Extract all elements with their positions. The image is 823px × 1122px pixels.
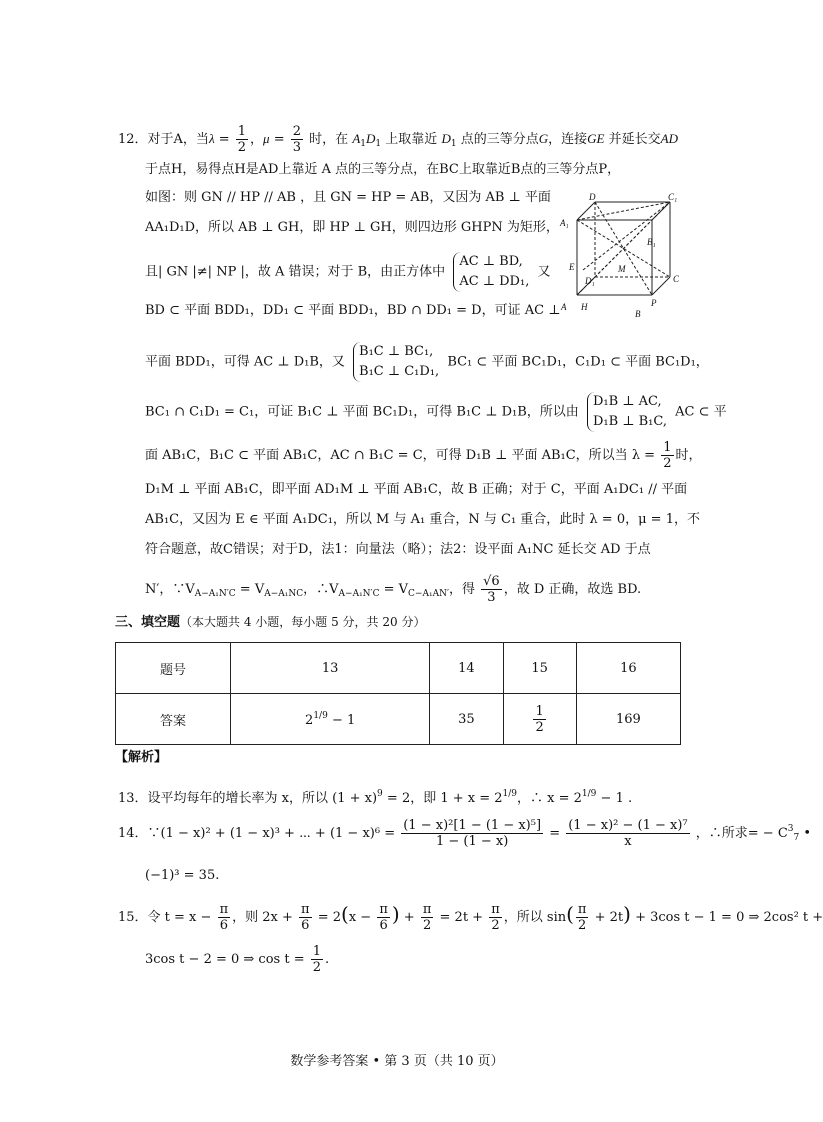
label-D: D: [589, 192, 596, 202]
lambda-half-fraction: $\frac{1}{2}$: [663, 440, 672, 471]
system-brace: AC ⊥ BD, AC ⊥ DD₁,: [453, 252, 529, 292]
q14-fraction-1: $\frac{\text{(1 − x)²[1 − (1 − x)⁵]}}{1 - (1 - x)}$: [403, 818, 542, 849]
cube-edge: [652, 277, 670, 295]
lambda-fraction: $\frac{1}{2}$: [237, 124, 247, 155]
q12-line-4: AA₁D₁D，所以 AB ⊥ GH，即 HP ⊥ GH，则四边形 GHPN 为矩形，: [145, 220, 559, 235]
q12-line-2: 于点H，易得点H是AD上靠近 A 点的三等分点，在BC上取靠近B点的三等分点P，: [145, 162, 621, 177]
table-cell: 13: [231, 643, 430, 694]
system-brace: D₁B ⊥ AC, D₁B ⊥ B₁C,: [587, 392, 667, 432]
q15-line-2: 3cos t − 2 = 0 ⇒ cos t = $\frac{1}{2}$ .: [145, 944, 330, 975]
table-cell: 15: [503, 643, 576, 694]
section-heading: 三、填空题（本大题共 4 小题，每小题 5 分，共 20 分）: [115, 615, 426, 630]
sqrt6-over-3: $\frac{√6}{3}$: [483, 574, 500, 605]
q14-line-2: (−1)³ = 35.: [145, 868, 220, 883]
q12-line-12: 符合题意，故C错误；对于D，法1：向量法（略）；法2：设平面 A₁NC 延长交 AD 于点: [145, 542, 651, 557]
mu-fraction: $\frac{2}{3}$: [292, 124, 302, 155]
diagonal: [577, 202, 670, 220]
label-C1: C₁: [668, 192, 678, 202]
q13-line: 13．设平均每年的增长率为 x，所以 $(1 + x)^9 = 2$，即 $1 + x = 2^{1/9}$，∴ $x = 2^{1/9} - 1$ .: [118, 789, 633, 806]
label-B1: B₁: [647, 237, 656, 247]
q12-line-8: BC₁ ∩ C₁D₁ = C₁，可证 B₁C ⊥ 平面 BC₁D₁，可得 B₁C ⊥ D₁B，所以由 D₁B ⊥ AC, D₁B ⊥ B₁C, AC ⊂ 平: [145, 392, 727, 432]
table-cell: 16: [576, 643, 680, 694]
q14-line-1: 14．∵(1 − x)² + (1 − x)³ + ⋯ + (1 − x)⁶ = $\frac{\text{(1 − x)²[1 − (1 − x)⁵]}}{1 - (1 - x)}$ = $\frac{\text{(1 − x)² − (1 − x)⁷}}{x}$ ，∴所求= − $C^3_7$ •: [118, 818, 812, 849]
answer-table: [115, 642, 681, 745]
diagonal: [583, 202, 670, 270]
q12-line-1: 12．对于A，当λ = $\frac{1}{2}$ ，μ = $\frac{2}{3}$ 时，在 $A_1D_1$ 上取靠近 $D_1$ 点的三等分点G，连接GE 并延长交AD: [118, 124, 678, 155]
q12-line-9: 面 AB₁C，B₁C ⊂ 平面 AB₁C，AC ∩ B₁C = C，可得 D₁B ⊥ 平面 AB₁C，所以当 λ = $\frac{1}{2}$ 时，: [145, 440, 702, 471]
label-M: M: [618, 264, 626, 274]
label-B: B: [635, 309, 641, 319]
table-cell: $\frac{1}{2}$: [503, 694, 576, 745]
label-H: H: [581, 302, 588, 312]
label-P: P: [651, 298, 657, 308]
q12-line-13: N′，$\because V_{A-A_1N'C} = V_{A-A_1NC}$，$\therefore V_{A-A_1N'C} = V_{C-A_1AN'}$，得 $\frac{√6}{3}$ ，故 D 正确，故选 BD.: [145, 574, 642, 605]
table-cell: 14: [430, 643, 503, 694]
table-cell: 题号: [116, 643, 231, 694]
label-C: C: [673, 274, 680, 284]
cube-figure: [555, 190, 685, 320]
analysis-heading: 【解析】: [115, 750, 168, 765]
table-cell: 35: [430, 694, 503, 745]
label-A1: A₁: [560, 218, 569, 228]
page-footer: 数学参考答案 • 第 3 页（共 10 页）: [290, 1054, 504, 1069]
table-row: [116, 643, 681, 694]
q12-line-6: BD ⊂ 平面 BDD₁，DD₁ ⊂ 平面 BDD₁，BD ∩ DD₁ = D，可证 AC ⊥: [145, 303, 561, 318]
q12-line-3: 如图：则 GN // HP // AB ，且 GN = HP = AB，又因为 AB ⊥ 平面: [145, 190, 551, 205]
table-row: [116, 694, 681, 745]
q15-line-1: 15．令 t = x − $\frac{\pi}{6}$ ，则 2x + $\frac{\pi}{6}$ = 2(x − $\frac{\pi}{6}$ ) + $\frac{\pi}{2}$ = 2t + $\frac{\pi}{2}$ ，所以 sin( $\frac{\pi}{2}$ + 2t) + 3cos t − 1 = 0 ⇒ 2cos² t +: [118, 902, 823, 933]
q12-line-11: AB₁C，又因为 E ∈ 平面 A₁DC₁，所以 M 与 A₁ 重合，N 与 C₁ 重合，此时 λ = 0，μ = 1，不: [145, 512, 700, 527]
q14-fraction-2: $\frac{\text{(1 − x)² − (1 − x)⁷}}{x}$: [568, 818, 688, 849]
table-cell: 169: [576, 694, 680, 745]
q12-line-7: 平面 BDD₁，可得 AC ⊥ D₁B，又 B₁C ⊥ BC₁, B₁C ⊥ C₁D₁, BC₁ ⊂ 平面 BC₁D₁，C₁D₁ ⊂ 平面 BC₁D₁，: [145, 342, 709, 382]
label-D1: D₁: [585, 276, 595, 286]
table-cell: 答案: [116, 694, 231, 745]
q12-line-10: D₁M ⊥ 平面 AB₁C，即平面 AD₁M ⊥ 平面 AB₁C，故 B 正确；对于 C，平面 A₁DC₁ // 平面: [145, 482, 688, 497]
system-brace: B₁C ⊥ BC₁, B₁C ⊥ C₁D₁,: [353, 342, 439, 382]
label-E: E: [569, 262, 575, 272]
label-A: A: [561, 302, 567, 312]
q12-line-5: 且| GN |≠| NP |，故 A 错误；对于 B，由正方体中 AC ⊥ BD, AC ⊥ DD₁, 又: [145, 252, 550, 292]
table-cell: $2^{1/9} - 1$: [231, 694, 430, 745]
